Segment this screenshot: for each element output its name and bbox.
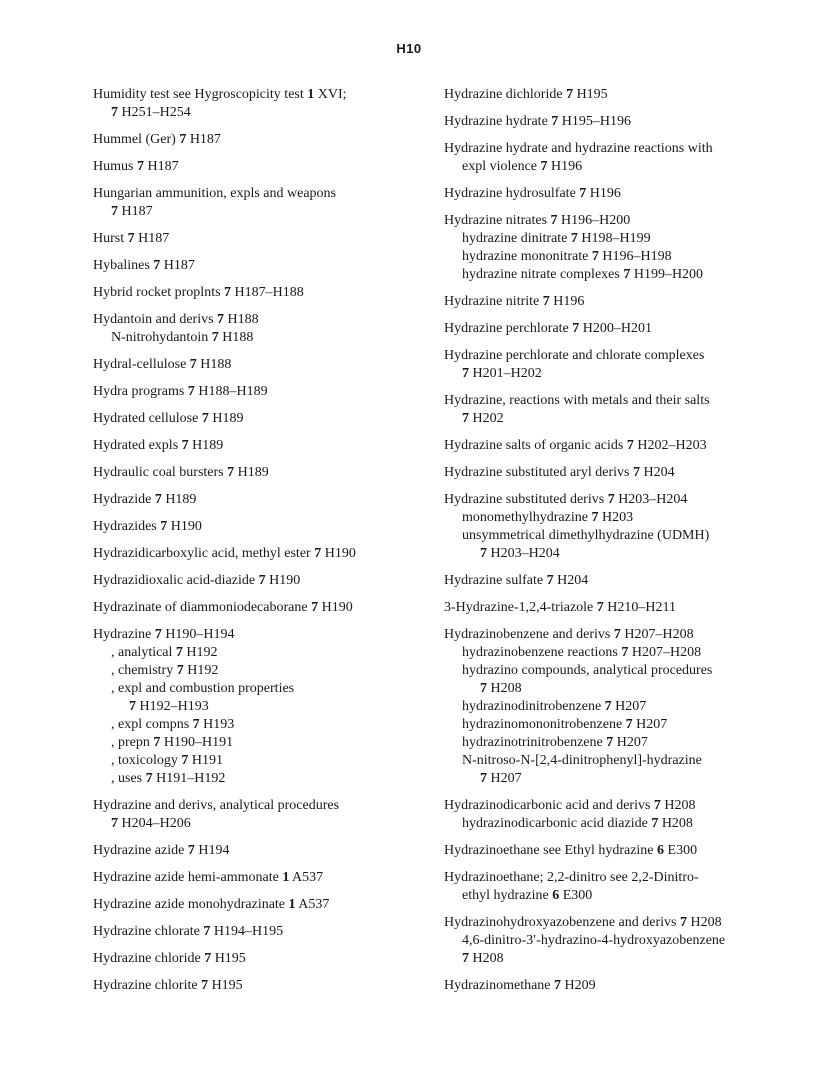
index-headword-line: Hydrazine chlorate 7 H194–H195	[93, 924, 284, 939]
index-column-right	[444, 86, 774, 1004]
index-headword-line: Hydantoin and derivs 7 H188	[93, 312, 259, 327]
index-headword-line: Hydra programs 7 H188–H189	[93, 384, 268, 399]
index-entry	[444, 293, 774, 311]
index-entry	[93, 518, 423, 536]
index-subline: expl violence 7 H196	[462, 159, 583, 174]
index-subline: hydrazino compounds, analytical procedures	[462, 663, 713, 678]
index-headword-line: Hydrazinohydroxyazobenzene and derivs 7 H208	[444, 915, 722, 930]
index-headword-line: Hydrazine 7 H190–H194	[93, 627, 235, 642]
index-headword-line: Hydrazide 7 H189	[93, 492, 197, 507]
index-entry	[93, 842, 423, 860]
index-entry	[93, 158, 423, 176]
index-entry	[444, 140, 774, 176]
index-entry	[93, 797, 423, 833]
index-entry	[93, 131, 423, 149]
index-headword-line: Hydrazine hydrosulfate 7 H196	[444, 186, 621, 201]
index-entry	[444, 464, 774, 482]
index-headword-line: Hydrazine dichloride 7 H195	[444, 87, 608, 102]
index-subline: 7 H208	[462, 951, 504, 966]
index-headword-line: Hydrazinobenzene and derivs 7 H207–H208	[444, 627, 694, 642]
index-subline: , prepn 7 H190–H191	[111, 735, 234, 750]
index-subline: ethyl hydrazine 6 E300	[462, 888, 593, 903]
index-subline: 7 H201–H202	[462, 366, 542, 381]
index-headword-line: Hydrazine substituted aryl derivs 7 H204	[444, 465, 675, 480]
index-headword-line: Hydrazides 7 H190	[93, 519, 202, 534]
index-subline: , uses 7 H191–H192	[111, 771, 226, 786]
index-subline: 7 H203–H204	[480, 546, 560, 561]
index-entry	[444, 599, 774, 617]
page-header	[0, 41, 818, 56]
index-entry	[444, 437, 774, 455]
index-subline: 7 H202	[462, 411, 504, 426]
index-headword-line: Humidity test see Hygroscopicity test 1 XVI;	[93, 87, 347, 102]
index-headword-line: Hydrazine perchlorate 7 H200–H201	[444, 321, 652, 336]
index-headword-line: Hydrazidicarboxylic acid, methyl ester 7 H190	[93, 546, 356, 561]
index-headword-line: Hydrazine azide monohydrazinate 1 A537	[93, 897, 330, 912]
index-subline: hydrazinodinitrobenzene 7 H207	[462, 699, 647, 714]
index-headword-line: Hydrazine sulfate 7 H204	[444, 573, 589, 588]
index-entry	[444, 869, 774, 905]
index-headword-line: Hungarian ammunition, expls and weapons	[93, 186, 337, 201]
index-headword-line: Hydrazidioxalic acid-diazide 7 H190	[93, 573, 301, 588]
index-headword-line: Hydrazine salts of organic acids 7 H202–H203	[444, 438, 707, 453]
index-headword-line: Hydrazine, reactions with metals and their salts	[444, 393, 710, 408]
index-entry	[444, 320, 774, 338]
index-subline: , expl compns 7 H193	[111, 717, 235, 732]
index-headword-line: Hydrazinate of diammoniodecaborane 7 H190	[93, 600, 353, 615]
index-entry	[444, 491, 774, 563]
index-subline: , analytical 7 H192	[111, 645, 218, 660]
index-subline: , toxicology 7 H191	[111, 753, 224, 768]
index-headword-line: Hydrazine substituted derivs 7 H203–H204	[444, 492, 688, 507]
index-entry	[93, 923, 423, 941]
index-headword-line: Hydrated cellulose 7 H189	[93, 411, 244, 426]
index-subline: , expl and combustion properties	[111, 681, 295, 696]
index-entry	[444, 842, 774, 860]
index-entry	[444, 572, 774, 590]
index-headword-line: Hydrazine nitrite 7 H196	[444, 294, 585, 309]
index-entry	[93, 896, 423, 914]
index-headword-line: Hydrazine chlorite 7 H195	[93, 978, 243, 993]
index-entry	[93, 572, 423, 590]
index-subline: hydrazinotrinitrobenzene 7 H207	[462, 735, 648, 750]
page-label: H10	[396, 41, 422, 56]
index-entry	[93, 311, 423, 347]
index-headword-line: Hydrazine nitrates 7 H196–H200	[444, 213, 631, 228]
index-subline: N-nitroso-N-[2,4-dinitrophenyl]-hydrazine	[462, 753, 702, 768]
index-subline: 7 H192–H193	[129, 699, 209, 714]
index-entry	[93, 599, 423, 617]
index-subline: 4,6-dinitro-3′-hydrazino-4-hydroxyazobenzene	[462, 933, 726, 948]
index-entry	[93, 383, 423, 401]
index-entry	[93, 464, 423, 482]
index-headword-line: Hydrazine hydrate and hydrazine reactions with	[444, 141, 713, 156]
index-entry	[93, 284, 423, 302]
index-entry	[93, 977, 423, 995]
index-subline: hydrazinomononitrobenzene 7 H207	[462, 717, 668, 732]
index-subline: monomethylhydrazine 7 H203	[462, 510, 634, 525]
index-entry	[93, 257, 423, 275]
index-subline: 7 H204–H206	[111, 816, 191, 831]
index-headword-line: Hydraulic coal bursters 7 H189	[93, 465, 269, 480]
index-subline: 7 H208	[480, 681, 522, 696]
index-subline: hydrazine mononitrate 7 H196–H198	[462, 249, 672, 264]
index-subline: hydrazinobenzene reactions 7 H207–H208	[462, 645, 702, 660]
index-headword-line: Hydrazinoethane see Ethyl hydrazine 6 E300	[444, 843, 698, 858]
index-headword-line: Hydrated expls 7 H189	[93, 438, 224, 453]
index-entry	[444, 185, 774, 203]
index-entry	[444, 113, 774, 131]
index-headword-line: Humus 7 H187	[93, 159, 179, 174]
index-headword-line: Hydrazine chloride 7 H195	[93, 951, 246, 966]
index-entry	[93, 185, 423, 221]
index-headword-line: Hydrazine azide hemi-ammonate 1 A537	[93, 870, 324, 885]
index-headword-line: Hybrid rocket proplnts 7 H187–H188	[93, 285, 304, 300]
index-subline: hydrazine nitrate complexes 7 H199–H200	[462, 267, 704, 282]
index-entry	[444, 797, 774, 833]
index-subline: 7 H251–H254	[111, 105, 191, 120]
index-column-left	[93, 86, 423, 1004]
index-entry	[444, 347, 774, 383]
index-subline: unsymmetrical dimethylhydrazine (UDMH)	[462, 528, 710, 543]
index-entry	[93, 950, 423, 968]
index-subline: , chemistry 7 H192	[111, 663, 219, 678]
index-entry	[93, 410, 423, 428]
index-headword-line: Hydrazinoethane; 2,2-dinitro see 2,2-Dinitro-	[444, 870, 699, 885]
index-entry	[444, 392, 774, 428]
index-subline: 7 H187	[111, 204, 153, 219]
index-entry	[93, 626, 423, 788]
index-entry	[93, 86, 423, 122]
index-headword-line: Hummel (Ger) 7 H187	[93, 132, 221, 147]
index-headword-line: Hydrazine and derivs, analytical procedures	[93, 798, 340, 813]
index-subline: hydrazine dinitrate 7 H198–H199	[462, 231, 651, 246]
index-headword-line: Hydrazine perchlorate and chlorate complexes	[444, 348, 705, 363]
index-headword-line: Hybalines 7 H187	[93, 258, 195, 273]
index-entry	[93, 545, 423, 563]
index-headword-line: Hydrazinodicarbonic acid and derivs 7 H208	[444, 798, 696, 813]
index-headword-line: Hydral-cellulose 7 H188	[93, 357, 232, 372]
index-subline: 7 H207	[480, 771, 522, 786]
index-subline: hydrazinodicarbonic acid diazide 7 H208	[462, 816, 693, 831]
index-subline: N-nitrohydantoin 7 H188	[111, 330, 254, 345]
index-entry	[444, 914, 774, 968]
index-entry	[93, 437, 423, 455]
index-entry	[93, 356, 423, 374]
index-headword-line: 3-Hydrazine-1,2,4-triazole 7 H210–H211	[444, 600, 676, 615]
index-entry	[444, 626, 774, 788]
index-entry	[444, 86, 774, 104]
index-entry	[93, 230, 423, 248]
index-entry	[93, 491, 423, 509]
index-headword-line: Hydrazine hydrate 7 H195–H196	[444, 114, 632, 129]
index-entry	[444, 977, 774, 995]
index-entry	[444, 212, 774, 284]
index-entry	[93, 869, 423, 887]
index-headword-line: Hydrazine azide 7 H194	[93, 843, 230, 858]
index-headword-line: Hydrazinomethane 7 H209	[444, 978, 596, 993]
index-headword-line: Hurst 7 H187	[93, 231, 170, 246]
